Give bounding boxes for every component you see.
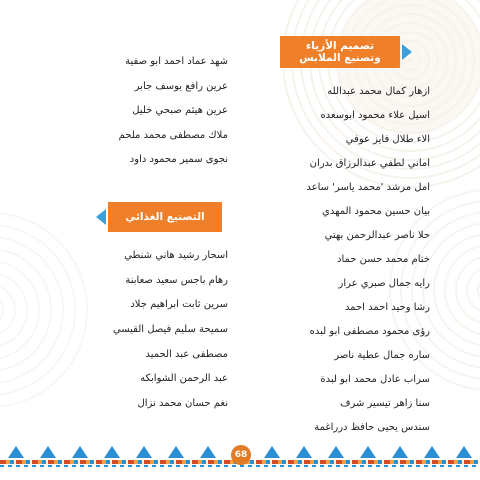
- list-item: سنا زاهر تيسير شرف: [340, 398, 430, 409]
- triangle-ornament-icon: [40, 446, 56, 458]
- list-item: سميحة سليم فيصل القيسي: [112, 324, 228, 336]
- triangle-ornament-icon: [168, 446, 184, 458]
- section-title-line1: تصميم الأزياء: [305, 40, 375, 52]
- triangle-ornament-icon: [392, 446, 408, 458]
- list-item: رشا وحيد احمد احمد: [344, 302, 430, 313]
- triangle-ornament-icon: [360, 446, 376, 458]
- triangle-ornament-icon: [8, 446, 24, 458]
- list-item: امل مرشد 'محمد ياسر' ساعد: [306, 182, 430, 193]
- list-item: ازهار كمال محمد عبدالله: [327, 86, 430, 97]
- border-stripe: [0, 465, 480, 467]
- list-item: اسيل علاء محمود ابوسعده: [320, 110, 430, 121]
- list-item: سندس يحيى حافظ درراغمة: [314, 422, 430, 433]
- list-item: عرين رافع يوسف جابر: [134, 80, 228, 92]
- list-item: سرين ثابت ابراهيم جلاد: [130, 299, 228, 311]
- fashion-names-list: [250, 80, 430, 440]
- fashion-names-continued-list: [48, 50, 228, 173]
- header-arrow-icon: [96, 209, 106, 225]
- section-title: التصنيع الغذائي: [125, 211, 205, 223]
- triangle-ornament-icon: [296, 446, 312, 458]
- list-item: رهام باجس سعيد صعابنة: [125, 274, 228, 286]
- list-item: نجوى سمير محمود داود: [129, 154, 228, 165]
- triangle-ornament-icon: [328, 446, 344, 458]
- list-item: الاء طلال فايز عوفي: [345, 134, 430, 145]
- triangle-ornament-icon: [72, 446, 88, 458]
- list-item: رؤى محمود مصطفى ابو لبده: [309, 326, 430, 337]
- list-item: اسحار رشيد هاني شنطي: [124, 250, 228, 261]
- food-names-list: [48, 244, 228, 417]
- list-item: ملاك مصطفى محمد ملحم: [118, 129, 228, 141]
- triangle-ornament-icon: [104, 446, 120, 458]
- triangle-ornament-icon: [424, 446, 440, 458]
- page-number-badge: 68: [231, 445, 251, 465]
- list-item: اماني لطفي عبدالرزاق بدران: [309, 158, 430, 169]
- list-item: عبد الرحمن الشوابكه: [140, 373, 228, 385]
- list-item: بيان حسين محمود المهدي: [322, 206, 430, 217]
- list-item: ختام محمد حسن حماد: [337, 254, 430, 265]
- triangle-ornament-icon: [264, 446, 280, 458]
- triangle-ornament-icon: [456, 446, 472, 458]
- section-header-food: [108, 202, 222, 232]
- list-item: رايه جمال صبري عرار: [338, 278, 430, 289]
- list-item: شهد عماد احمد ابو صفية: [125, 56, 228, 67]
- section-header-fashion: [280, 36, 400, 68]
- header-arrow-icon: [402, 44, 412, 60]
- list-item: نغم حسان محمد نزال: [137, 398, 228, 410]
- list-item: عرين هيثم صبحي خليل: [132, 105, 228, 116]
- list-item: سراب عادل محمد ابو لبدة: [320, 374, 430, 385]
- list-item: مصطفى عبد الحميد: [145, 348, 228, 360]
- list-item: حلا ناصر عبدالرحمن بهتي: [324, 230, 430, 241]
- triangle-ornament-icon: [136, 446, 152, 458]
- triangle-ornament-icon: [200, 446, 216, 458]
- list-item: ساره جمال عطية ناصر: [334, 350, 430, 361]
- section-title-line2: وتصنيع الملابس: [299, 52, 381, 64]
